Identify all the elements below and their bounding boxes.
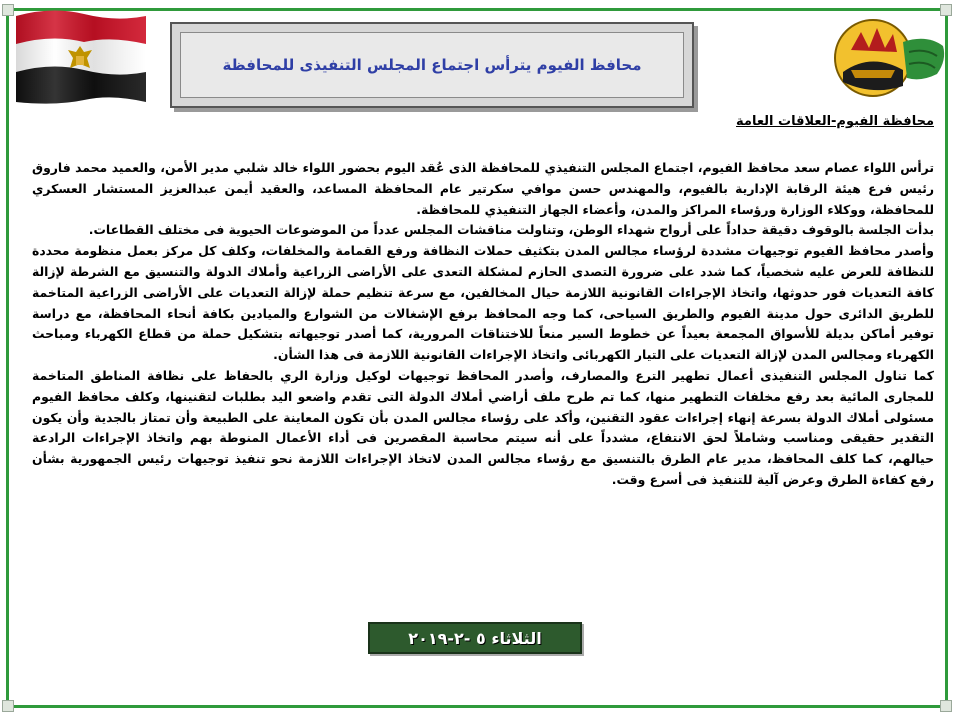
egypt-flag-icon: [12, 6, 148, 110]
governorate-logo-icon: [831, 12, 949, 108]
article-paragraph: وأصدر محافظ الفيوم توجيهات مشددة لرؤساء مجالس المدن بتكثيف حملات النظافة ورفع القمامة والمخلفات، وكلف كل مركز بعمل منظومة محددة للنظافة للعرض عليه شخصياً، كما شدد على ضرورة التصدى الحازم لمشكلة التعدى على الأراضى الزراعية وأملاك الدولة والتنسيق مع الشرطة لإزالة كافة التعديات فور حدوثها، واتخاذ الإجراءات القانونية اللازمة حيال المخالفين، مع سرعة تنظيم حملة لإزالة التعديات على الأراضى الزراعية المتاخمة للطريق الدائرى حول مدينة الفيوم والطريق السياحى، كما وجه المحافظ برفع الإشغالات من الشوارع والميادين بكافة أنحاء المحافظة، مع دراسة توفير أماكن بديلة للأسواق المجمعة بعيداً عن خطوط السير منعاً للاختناقات المرورية، كما أصدر توجيهاته بتشكيل حملة من قطاع الكهرباء ومباحث الكهرباء ومجالس المدن لإزالة التعديات على التيار الكهربائى واتخاذ الإجراءات القانونية اللازمة فى هذا الشأن.: [32, 243, 934, 363]
article-paragraph: بدأت الجلسة بالوقوف دقيقة حداداً على أرواح شهداء الوطن، وتناولت مناقشات المجلس عدداً من الموضوعات الحيوية فى مختلف القطاعات.: [88, 222, 934, 238]
frame-corner: [2, 700, 14, 712]
headline-title: محافظ الفيوم يترأس اجتماع المجلس التنفيذى للمحافظة: [222, 56, 642, 74]
headline-inner: [180, 32, 684, 98]
article-paragraph: كما تناول المجلس التنفيذى أعمال تطهير الترع والمصارف، وأصدر المحافظ توجيهات لوكيل وزارة الري بالحفاظ على نظافة المناطق المتاخمة للمجارى المائية بعد رفع مخلفات التطهير منها، كما تم طرح ملف أراضي أملاك الدولة التى تقدم واضعو اليد بطلبات لتقنينها، وكلف محافظ الفيوم مسئولى أملاك الدولة بسرعة إنهاء إجراءات عقود التقنين، وأكد على رؤساء مجالس المدن بأن تكون المعاينة على الطبيعة وأن تمتاز بالجدية وأن يكون التقدير حقيقى ومناسب وشاملاً لحق الانتفاع، مشدداً على أنه سيتم محاسبة المقصرين فى أداء الأعمال المنوطة بهم واتخاذ الإجراءات الرادعة حيالهم، كما كلف المحافظ، مدير عام الطرق بالتنسيق مع رؤساء مجالس المدن لاتخاذ الإجراءات اللازمة نحو تنفيذ توجيهات رئيس الجمهورية بشأن رفع كفاءة الطرق وعرض آلية للتنفيذ فى أسرع وقت.: [32, 367, 934, 487]
headline-box: [170, 22, 694, 108]
date-badge: [368, 622, 582, 654]
article-date: الثلاثاء ٥ -٢-٢٠١٩: [408, 628, 542, 648]
article-source: محافظة الفيوم-العلاقات العامة: [736, 114, 934, 129]
article-paragraph: ترأس اللواء عصام سعد محافظ الفيوم، اجتماع المجلس التنفيذي للمحافظة الذى عُقد اليوم بحضور اللواء خالد شلبي مدير الأمن، والعميد محمد فاروق رئيس فرع هيئة الرقابة الإدارية بالفيوم، والمهندس حسن موافي سكرتير عام المحافظة المساعد، والعقيد أيمن عبدالعزيز المستشار العسكري للمحافظة، ووكلاء الوزارة ورؤساء المراكز والمدن، وأعضاء الجهاز التنفيذي للمحافظة.: [32, 160, 934, 217]
frame-corner: [940, 700, 952, 712]
article-body: [32, 158, 934, 491]
